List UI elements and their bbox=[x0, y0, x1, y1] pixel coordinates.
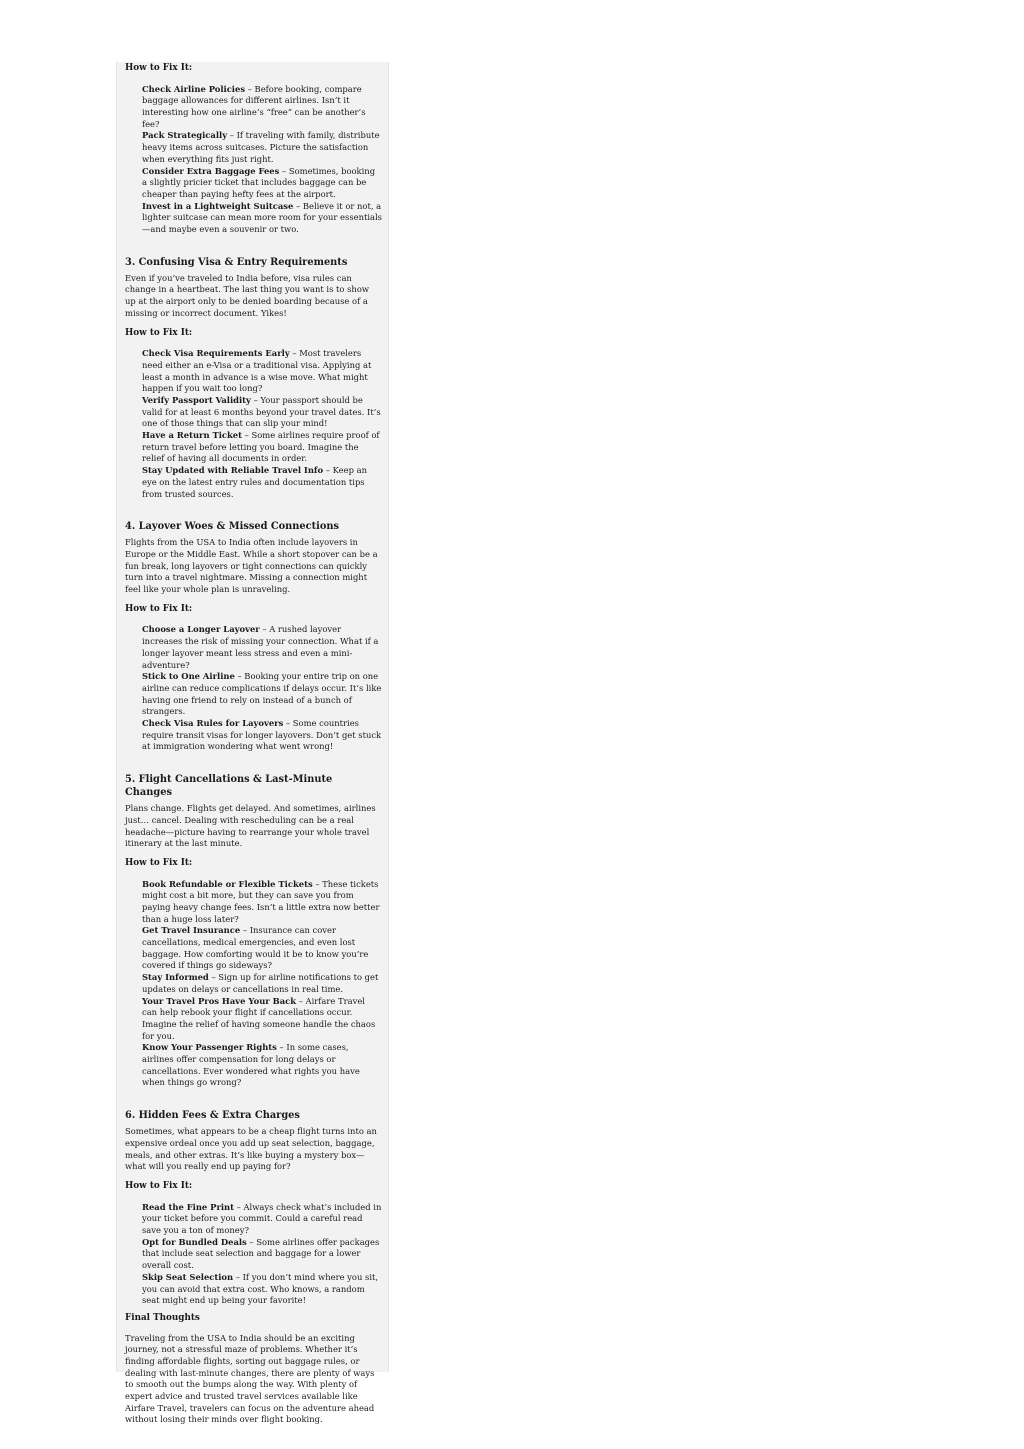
tip-title: Check Visa Rules for Layovers bbox=[142, 718, 284, 729]
tip-item bbox=[142, 84, 382, 131]
final-thoughts-body: Traveling from the USA to India should be an exciting journey, not a stressful maze of problems. Whether it’s finding affordable flights, sorting out baggage rules, or dealing with last-minute changes, there are plenty of ways to smooth out the bumps along the way. With plenty of expert advice and trusted travel services available like Airfare Travel, travelers can focus on the adventure ahead without losing their minds over flight booking. bbox=[125, 1332, 375, 1425]
tip-text: – Booking your entire trip on one airline can reduce complications if delays occur. It’s like having one friend to rely on instead of a bunch of strangers. bbox=[142, 671, 382, 717]
section-body: Flights from the USA to India often include layovers in Europe or the Middle East. While a short stopover can be a fun break, long layovers or tight connections can quickly turn into a travel nightmare. Missing a connection might feel like your whole plan is unraveling. bbox=[125, 537, 378, 595]
tip-item bbox=[142, 1237, 382, 1272]
tip-title: Skip Seat Selection bbox=[142, 1271, 234, 1282]
fix-heading: How to Fix It: bbox=[125, 603, 193, 614]
section-title-visa: 3. Confusing Visa & Entry Requirements bbox=[125, 256, 348, 268]
tip-title: Stick to One Airline bbox=[142, 671, 235, 682]
tip-title: Pack Strategically bbox=[142, 130, 228, 141]
section-body: Even if you’ve traveled to India before, visa rules can change in a heartbeat. The last thing you want is to show up at the airport only to be denied boarding because of a missing or incorrect document. Yikes! bbox=[125, 272, 370, 318]
tip-list bbox=[142, 84, 382, 236]
tip-title: Your Travel Pros Have Your Back bbox=[142, 995, 297, 1006]
fix-heading: How to Fix It: bbox=[125, 63, 193, 73]
tip-list bbox=[142, 879, 382, 1090]
tip-text: – Some airlines offer packages that include seat selection and baggage for a lower overall cost. bbox=[142, 1236, 380, 1271]
tip-text: – Some airlines require proof of return travel before letting you board. Imagine the relief of having all documents in order. bbox=[142, 430, 380, 464]
tip-item bbox=[142, 395, 382, 430]
tip-text: – A rushed layover increases the risk of missing your connection. What if a longer layover meant less stress and even a mini-adventure? bbox=[142, 624, 379, 670]
document-page bbox=[116, 62, 389, 1425]
tip-title: Book Refundable or Flexible Tickets bbox=[142, 878, 313, 889]
tip-text: – In some cases, airlines offer compensation for long delays or cancellations. Ever wondered what rights you have when things go wrong? bbox=[142, 1042, 360, 1088]
tip-list bbox=[142, 624, 382, 753]
tip-item bbox=[142, 465, 382, 500]
tip-title: Opt for Bundled Deals bbox=[142, 1236, 247, 1247]
tip-title: Stay Updated with Reliable Travel Info bbox=[142, 465, 324, 476]
tip-title: Stay Informed bbox=[142, 972, 209, 983]
tip-text: – Some countries require transit visas for longer layovers. Don’t get stuck at immigration wondering what went wrong! bbox=[142, 718, 382, 752]
tip-list bbox=[142, 348, 382, 500]
fix-heading: How to Fix It: bbox=[125, 1181, 193, 1191]
tip-title: Have a Return Ticket bbox=[142, 430, 242, 441]
tip-item bbox=[142, 972, 382, 995]
tip-item bbox=[142, 879, 382, 926]
section-title-cancellations: 5. Flight Cancellations & Last-Minute Changes bbox=[125, 774, 333, 799]
tip-text: – These tickets might cost a bit more, but they can save you from paying heavy change fees. Isn’t a little extra now better than a huge loss later? bbox=[142, 878, 380, 924]
tip-item bbox=[142, 130, 382, 165]
tip-title: Know Your Passenger Rights bbox=[142, 1042, 277, 1053]
tip-text: – Your passport should be valid for at least 6 months beyond your travel dates. It’s one of those things that can slip your mind! bbox=[142, 394, 381, 429]
tip-text: – If you don’t mind where you sit, you can avoid that extra cost. Who knows, a random seat might end up being your favorite! bbox=[142, 1271, 379, 1306]
tip-title: Check Visa Requirements Early bbox=[142, 348, 290, 359]
tip-text: – Keep an eye on the latest entry rules and documentation tips from trusted sources. bbox=[142, 465, 367, 499]
tip-title: Read the Fine Print bbox=[142, 1201, 234, 1212]
tip-item bbox=[142, 718, 382, 753]
tip-item bbox=[142, 1042, 382, 1089]
tip-item bbox=[142, 671, 382, 718]
tip-item bbox=[142, 624, 382, 671]
tip-text: – Before booking, compare baggage allowances for different airlines. Isn’t it interesting how one airline’s “free” can be another’s fee? bbox=[142, 83, 366, 129]
tip-item bbox=[142, 348, 382, 395]
tip-text: – Believe it or not, a lighter suitcase can mean more room for your essentials—and maybe even a souvenir or two. bbox=[142, 200, 382, 235]
tip-text: – Sign up for airline notifications to get updates on delays or cancellations in real time. bbox=[142, 972, 379, 994]
tip-title: Get Travel Insurance bbox=[142, 925, 241, 936]
final-thoughts-heading: Final Thoughts bbox=[125, 1312, 200, 1323]
tip-title: Check Airline Policies bbox=[142, 83, 246, 94]
tip-title: Verify Passport Validity bbox=[142, 394, 251, 405]
section-title-layover: 4. Layover Woes & Missed Connections bbox=[125, 521, 340, 533]
tip-item bbox=[142, 166, 382, 201]
section-body: Sometimes, what appears to be a cheap flight turns into an expensive ordeal once you add up seat selection, baggage, meals, and other extras. It’s like buying a mystery box—what will you really end up paying for? bbox=[125, 1126, 377, 1172]
tip-item bbox=[142, 1272, 382, 1307]
tip-title: Choose a Longer Layover bbox=[142, 624, 260, 635]
tip-text: – Insurance can cover cancellations, medical emergencies, and even lost baggage. How comforting would it be to know you’re covered if things go sideways? bbox=[142, 925, 369, 971]
section-title-hidden-fees: 6. Hidden Fees & Extra Charges bbox=[125, 1110, 300, 1122]
tip-item bbox=[142, 1202, 382, 1237]
tip-item bbox=[142, 996, 382, 1043]
tip-text: – If traveling with family, distribute heavy items across suitcases. Picture the satisfaction when everything fits just right. bbox=[142, 130, 380, 164]
tip-item bbox=[142, 201, 382, 236]
fix-heading: How to Fix It: bbox=[125, 857, 193, 868]
tip-text: – Sometimes, booking a slightly pricier ticket that includes baggage can be cheaper than paying hefty fees at the airport. bbox=[142, 165, 376, 199]
tip-item bbox=[142, 430, 382, 465]
tip-text: – Most travelers need either an e-Visa or a traditional visa. Applying at least a month in advance is a wise move. What might happen if you wait too long? bbox=[142, 348, 372, 394]
tip-list bbox=[142, 1202, 382, 1307]
tip-title: Invest in a Lightweight Suitcase bbox=[142, 200, 294, 211]
tip-text: – Airfare Travel can help rebook your flight if cancellations occur. Imagine the relief of having someone handle the chaos for you. bbox=[142, 995, 376, 1041]
fix-heading: How to Fix It: bbox=[125, 327, 193, 338]
tip-item bbox=[142, 925, 382, 972]
tip-title: Consider Extra Baggage Fees bbox=[142, 165, 280, 176]
section-body: Plans change. Flights get delayed. And sometimes, airlines just… cancel. Dealing with rescheduling can be a real headache—picture having to rearrange your whole travel itinerary at the last minute. bbox=[125, 803, 376, 849]
tip-text: – Always check what’s included in your ticket before you commit. Could a careful read save you a ton of money? bbox=[142, 1201, 382, 1235]
